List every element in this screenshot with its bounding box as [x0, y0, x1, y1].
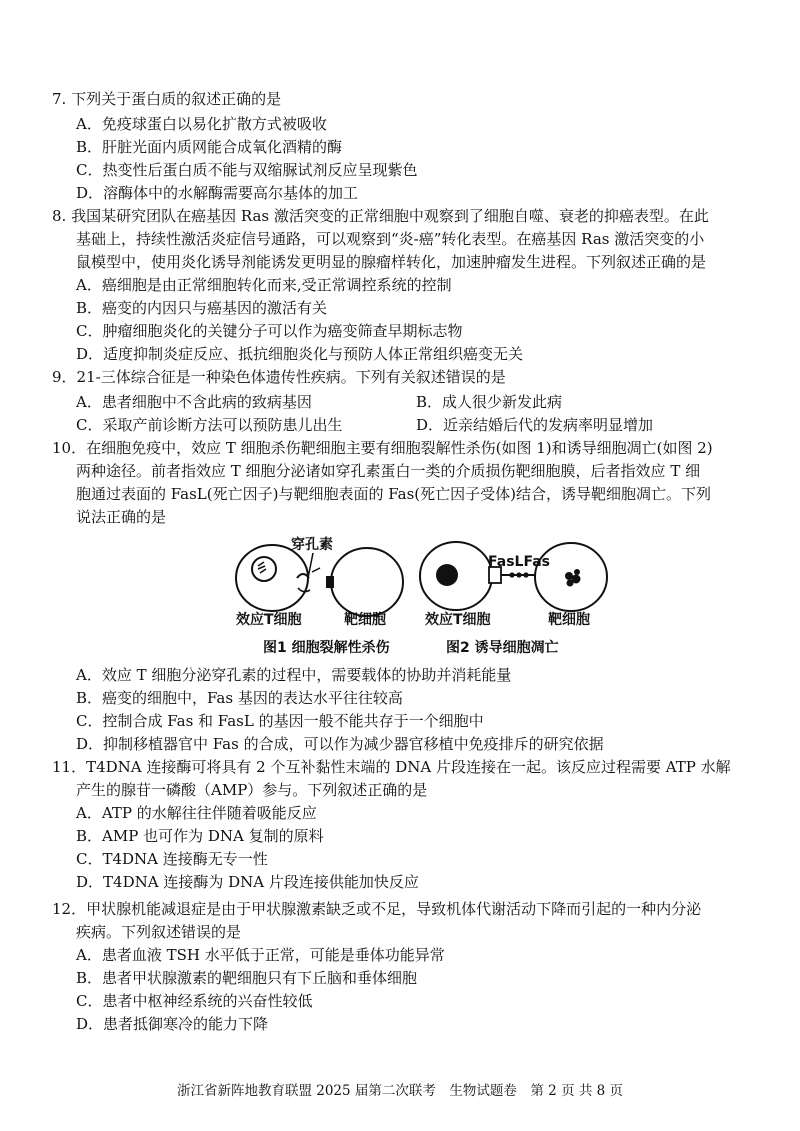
q8-option-d: D．适度抑制炎症反应、抵抗细胞炎化与预防人体正常组织癌变无关 — [76, 345, 524, 363]
page-footer: 浙江省新阵地教育联盟 2025 届第二次联考 生物试题卷 第 2 页 共 8 页 — [176, 1083, 624, 1099]
q10-option-d: D．抑制移植器官中 Fas 的合成，可以作为减少器官移植中免疫排斥的研究依据 — [76, 735, 604, 753]
q10-stem-line4: 说法正确的是 — [76, 508, 167, 526]
q12-stem-line2: 疾病。下列叙述错误的是 — [76, 923, 242, 941]
fig2-effector-t-cell — [420, 542, 501, 610]
fasl-fas-label: FasLFas — [488, 554, 550, 570]
q9-option-d: D．近亲结婚后代的发病率明显增加 — [416, 416, 654, 434]
q7-stem: 7. 下列关于蛋白质的叙述正确的是 — [52, 90, 282, 108]
q10-stem-line3: 胞通过表面的 FasL(死亡因子)与靶细胞表面的 Fas(死亡因子受体)结合，诱导靶细胞凋亡。下列 — [76, 485, 711, 503]
q12-option-b: B．患者甲状腺激素的靶细胞只有下丘脑和垂体细胞 — [76, 969, 418, 987]
q10-option-a: A．效应 T 细胞分泌穿孔素的过程中，需要载体的协助并消耗能量 — [76, 666, 512, 684]
fig2-target-cell — [535, 543, 607, 611]
q8-stem-line2: 基础上，持续性激活炎症信号通路，可以观察到“炎-癌”转化表型。在癌基因 Ras 激活突变的小 — [76, 230, 705, 248]
q7-option-a: A．免疫球蛋白以易化扩散方式被吸收 — [76, 115, 327, 133]
q11-option-d: D．T4DNA 连接酶为 DNA 片段连接供能加快反应 — [76, 873, 419, 891]
q8-option-c: C．肿瘤细胞炎化的关键分子可以作为癌变筛查早期标志物 — [76, 322, 463, 340]
q11-option-b: B．AMP 也可作为 DNA 复制的原料 — [76, 827, 324, 845]
q8-option-a: A．癌细胞是由正常细胞转化而来,受正常调控系统的控制 — [76, 276, 452, 294]
q10-stem-line1: 10．在细胞免疫中，效应 T 细胞杀伤靶细胞主要有细胞裂解性杀伤(如图 1)和诱导细胞凋亡(如图 2) — [52, 439, 713, 457]
q11-stem-line1: 11．T4DNA 连接酶可将具有 2 个互补黏性末端的 DNA 片段连接在一起。该反应过程需要 ATP 水解 — [52, 758, 731, 776]
q9-stem: 9．21-三体综合征是一种染色体遗传性疾病。下列有关叙述错误的是 — [52, 368, 506, 386]
fasl-fas-binding — [501, 572, 536, 577]
q12-option-d: D．患者抵御寒冷的能力下降 — [76, 1015, 269, 1033]
q8-option-b: B．癌变的内因只与癌基因的激活有关 — [76, 299, 328, 317]
q11-option-a: A．ATP 的水解往往伴随着吸能反应 — [76, 804, 317, 822]
fig1-effector-t-cell — [236, 545, 310, 611]
fig2-effector-label: 效应T细胞 — [425, 612, 491, 628]
q8-stem-line3: 鼠模型中，使用炎化诱导剂能诱发更明显的腺瘤样转化，加速肿瘤发生进程。下列叙述正确的是 — [76, 253, 707, 271]
perforin-pointer — [308, 553, 320, 578]
fig2-target-label: 靶细胞 — [548, 612, 590, 628]
perforin-label: 穿孔素 — [291, 537, 333, 553]
fig2-caption: 图2 诱导细胞凋亡 — [446, 640, 559, 656]
q11-option-c: C．T4DNA 连接酶无专一性 — [76, 850, 268, 868]
q9-option-b: B．成人很少新发此病 — [416, 393, 563, 411]
q9-option-c: C．采取产前诊断方法可以预防患儿出生 — [76, 416, 343, 434]
q9-option-a: A．患者细胞中不含此病的致病基因 — [76, 393, 312, 411]
fig1-effector-label: 效应T细胞 — [236, 612, 302, 628]
fig1-caption: 图1 细胞裂解性杀伤 — [263, 640, 390, 656]
q8-stem-line1: 8. 我国某研究团队在癌基因 Ras 激活突变的正常细胞中观察到了细胞自噬、衰老的抑癌表型。在此 — [52, 207, 709, 225]
q12-option-c: C．患者中枢神经系统的兴奋性较低 — [76, 992, 313, 1010]
q12-stem-line1: 12．甲状腺机能减退症是由于甲状腺激素缺乏或不足，导致机体代谢活动下降而引起的一种内分泌 — [52, 900, 702, 918]
q12-option-a: A．患者血液 TSH 水平低于正常，可能是垂体功能异常 — [76, 946, 445, 964]
q10-option-c: C．控制合成 Fas 和 FasL 的基因一般不能共存于一个细胞中 — [76, 712, 484, 730]
fig1-target-label: 靶细胞 — [344, 612, 386, 628]
q11-stem-line2: 产生的腺苷一磷酸（AMP）参与。下列叙述正确的是 — [76, 781, 428, 799]
q7-option-d: D．溶酶体中的水解酶需要高尔基体的加工 — [76, 184, 359, 202]
q7-option-c: C．热变性后蛋白质不能与双缩脲试剂反应呈现紫色 — [76, 161, 418, 179]
q10-stem-line2: 两种途径。前者指效应 T 细胞分泌诸如穿孔素蛋白一类的介质损伤靶细胞膜，后者指效应 T 细 — [76, 462, 701, 480]
fig1-target-cell — [326, 548, 403, 616]
q10-option-b: B．癌变的细胞中，Fas 基因的表达水平往往较高 — [76, 689, 403, 707]
q7-option-b: B．肝脏光面内质网能合成氧化酒精的酶 — [76, 138, 343, 156]
